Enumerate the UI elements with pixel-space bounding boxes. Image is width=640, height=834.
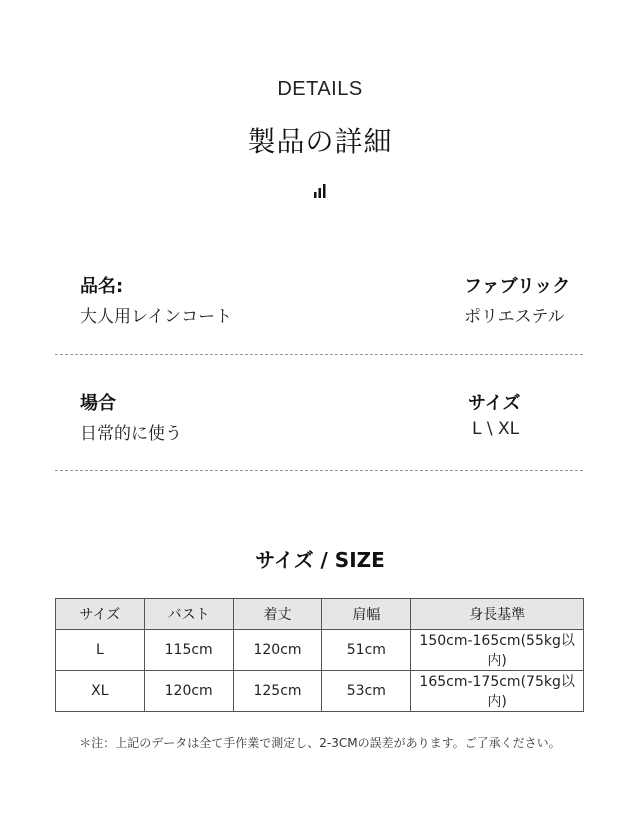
header-cell-shoulder: 肩幅 [322,599,411,630]
divider-dashed [55,354,583,355]
size-section-title: サイズ / SIZE [255,548,385,572]
table-cell: L [56,630,145,671]
header-cell-size: サイズ [56,599,145,630]
table-cell: 115cm [144,630,233,671]
details-eyebrow: DETAILS [277,78,363,100]
table-cell: XL [56,671,145,712]
table-cell: 125cm [233,671,322,712]
table-cell: 120cm [233,630,322,671]
product-name-value: 大人用レインコート [80,307,233,327]
fabric-value: ポリエステル [464,307,565,327]
header-cell-length: 着丈 [233,599,322,630]
table-header-row [56,599,584,630]
table-cell: 120cm [144,671,233,712]
table-cell: 53cm [322,671,411,712]
table-cell: 165cm-175cm(75kg以内) [411,671,584,712]
size-value: L \ XL [472,419,520,439]
occasion-value: 日常的に使う [80,424,182,444]
divider-dashed [55,470,583,471]
table-cell: 51cm [322,630,411,671]
header-cell-height: 身長基準 [411,599,584,630]
table-row [56,671,584,712]
fabric-label: ファブリック [464,276,571,297]
size-table [55,598,584,712]
product-name-label: 品名: [80,276,124,297]
page-title: 製品の詳細 [247,125,393,158]
occasion-label: 場合 [80,393,116,414]
signal-bars-icon [313,184,327,198]
table-cell: 150cm-165cm(55kg以内) [411,630,584,671]
header-cell-bust: バスト [144,599,233,630]
table-row [56,630,584,671]
measurement-footnote: ＊注：上記のデータは全て手作業で測定し、2-3CMの誤差があります。ご了承ください。 [79,736,561,750]
size-label: サイズ [468,393,521,414]
